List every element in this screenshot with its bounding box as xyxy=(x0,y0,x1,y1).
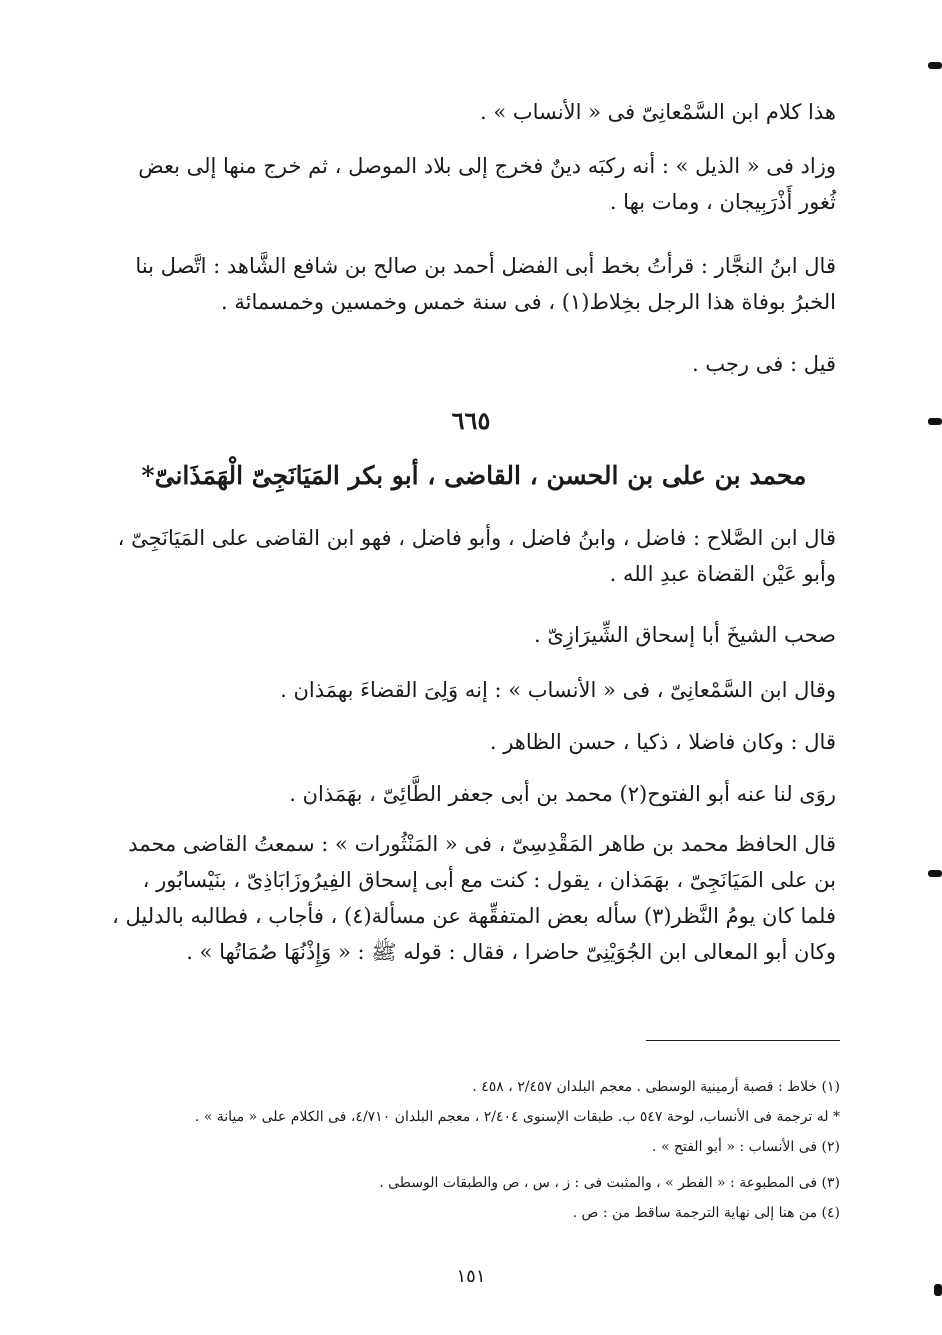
scan-edge-mark xyxy=(928,870,942,877)
scan-edge-mark xyxy=(934,1284,942,1296)
footnote: (٢) فى الأنساب : « أبو الفتح » . xyxy=(652,1139,840,1155)
paragraph: وقال ابن السَّمْعانِىّ ، فى « الأنساب » : إنه وَلِىَ القضاءَ بهمَذان . xyxy=(280,678,836,702)
paragraph: قال ابن الصَّلاح : فاضل ، وابنُ فاضل ، وأبو فاضل ، فهو ابن القاضى على المَيَانَجِىّ ، وأبو عَيْن القضاة عبدِ الله . xyxy=(117,526,836,586)
entry-number: ٦٦٥ xyxy=(451,406,491,435)
scan-edge-mark xyxy=(928,418,942,425)
footnote: (٣) فى المطبوعة : « الفطر » ، والمثبت فى : ز ، س ، ص والطبقات الوسطى . xyxy=(379,1175,840,1191)
scan-edge-mark xyxy=(928,62,942,69)
footnote-divider xyxy=(646,1040,840,1041)
paragraph: قال : وكان فاضلا ، ذكيا ، حسن الظاهر . xyxy=(489,730,836,754)
paragraph: صحب الشيخَ أبا إسحاق الشِّيرَازِىّ . xyxy=(534,623,836,647)
paragraph: قال الحافظ محمد بن طاهر المَقْدِسِىّ ، فى « المَنْثُورات » : سمعتُ القاضى محمد بن على المَيَانَجِىّ ، بهَمَذان ، يقول : كنت مع أبى إسحاق الفِيرُوزَابَاذِىّ ، بنَيْسابُور ، فلما كان يومُ النَّظر(٣) سأله بعض المتفقِّهة عن مسألة(٤) ، فأجاب ، فطالبه بالدليل ، وكان أبو المعالى ابن الجُوَيْنِىّ حاضرا ، فقال : قوله ﷺ : « وَإِذْنُهَا صُمَاتُها » . xyxy=(112,832,836,964)
paragraph: روَى لنا عنه أبو الفتوح(٢) محمد بن أبى جعفر الطَّائِىّ ، بهَمَذان . xyxy=(289,782,836,806)
paragraph: قال ابنُ النجَّار : قرأتُ بخط أبى الفضل أحمد بن صالح بن شافع الشَّاهد : اتَّصل بنا الخبرُ بوفاة هذا الرجل بخِلاط(١) ، فى سنة خمس وخمسين وخمسمائة . xyxy=(135,254,836,314)
paragraph: قيل : فى رجب . xyxy=(691,352,836,376)
paragraph: وزاد فى « الذيل » : أنه ركبَه دينٌ فخرج إلى بلاد الموصل ، ثم خرج منها إلى بعض ثُغور أَذْرَبِيجان ، ومات بها . xyxy=(138,154,836,214)
page-number: ١٥١ xyxy=(456,1266,486,1287)
entry-title: محمد بن على بن الحسن ، القاضى ، أبو بكر المَيَانَجِىّ الْهَمَذَانىّ* xyxy=(141,461,807,490)
footnote: (٤) من هنا إلى نهاية الترجمة ساقط من : ص . xyxy=(572,1205,840,1221)
footnote: * له ترجمة فى الأنساب، لوحة ٥٤٧ ب. طبقات الإسنوى ٢/٤٠٤ ، معجم البلدان ٤/٧١٠، فى الكلام على « ميانة » . xyxy=(194,1109,840,1125)
footnote: (١) خلاط : قصبة أرمينية الوسطى . معجم البلدان ٢/٤٥٧ ، ٤٥٨ . xyxy=(472,1079,840,1095)
paragraph: هذا كلام ابن السَّمْعانِىّ فى « الأنساب » . xyxy=(480,100,836,124)
